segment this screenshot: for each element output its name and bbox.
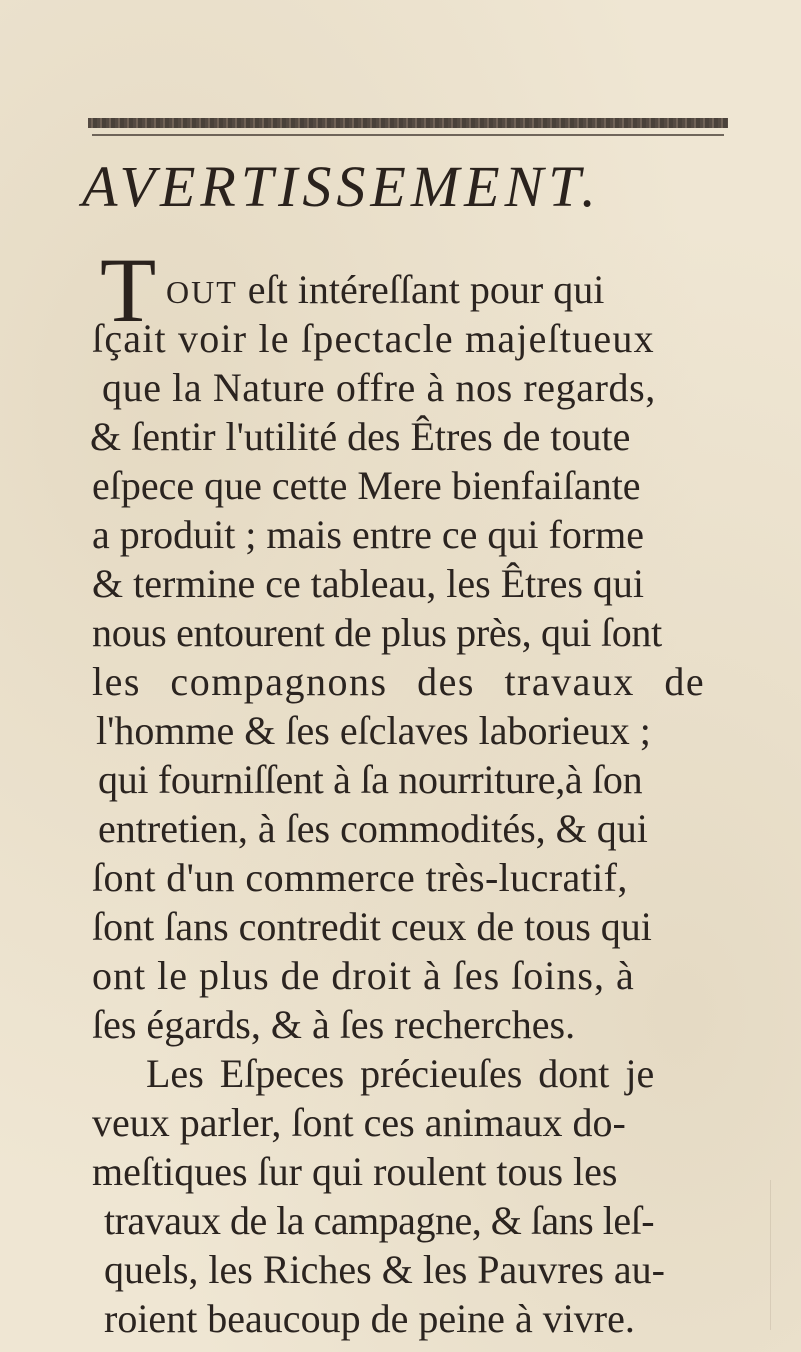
text-line: & termine ce tableau, les Êtres qui [92,561,645,606]
text-line: ſes égards, & à ſes recherches. [92,1002,576,1047]
text-line-content: eſt intéreſſant pour qui [237,267,605,312]
text-line: Les Eſpeces précieuſes dont je [146,1051,655,1096]
text-line: nous entourent de plus près, qui ſont [92,610,662,655]
text-line: l'homme & ſes eſclaves laborieux ; [96,708,651,753]
first-word-smallcaps: OUT [166,274,238,310]
page-edge-shadow [770,1180,771,1330]
text-line: entretien, à ſes commodités, & qui [98,806,648,851]
text-line: meſtiques ſur qui roulent tous les [92,1149,618,1194]
text-line: a produit ; mais entre ce qui forme [92,512,645,557]
text-line: ſont d'un commerce très-lucratif, [92,855,628,900]
text-line: que la Nature offre à nos regards, [102,365,656,410]
ornamental-header-rule [88,118,728,128]
text-line: les compagnons des travaux de [92,659,706,704]
text-line: travaux de la campagne, & ſans leſ- [104,1198,655,1243]
text-line [166,267,605,312]
text-line: eſpece que cette Mere bienfaiſante [92,463,641,508]
header-thin-rule [92,134,724,136]
text-line: ſont ſans contredit ceux de tous qui [92,904,652,949]
text-line: roient beaucoup de peine à vivre. [104,1296,635,1341]
page-title: AVERTISSEMENT. [82,154,601,219]
text-line: qui fourniſſent à ſa nourriture,à ſon [98,757,643,802]
text-line: & ſentir l'utilité des Êtres de toute [90,414,631,459]
drop-cap: T [100,239,157,341]
text-line: ont le plus de droit à ſes ſoins, à [92,953,635,998]
text-line: veux parler, ſont ces animaux do- [92,1100,626,1145]
text-line: ſçait voir le ſpectacle majeſtueux [92,316,655,361]
text-line: quels, les Riches & les Pauvres au- [104,1247,665,1292]
